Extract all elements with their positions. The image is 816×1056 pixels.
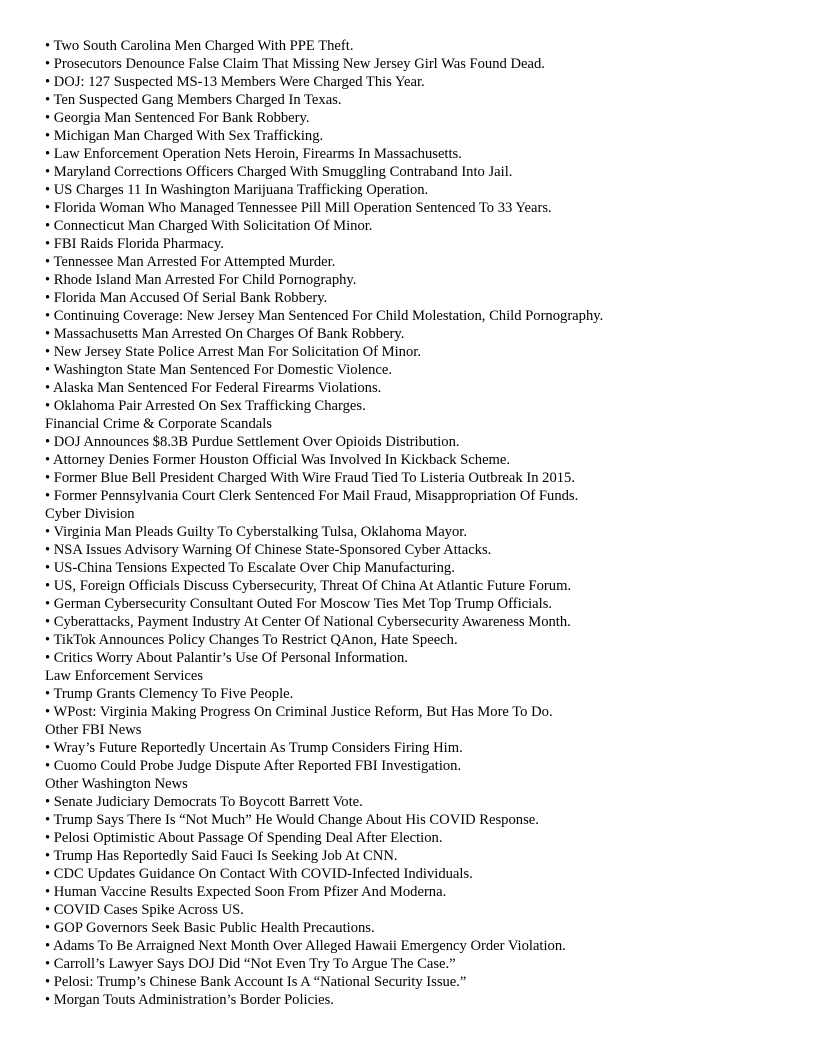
- news-section: [45, 37, 805, 415]
- section-heading: Financial Crime & Corporate Scandals: [45, 416, 272, 432]
- news-item[interactable]: • Wray’s Future Reportedly Uncertain As Trump Considers Firing Him.: [45, 740, 463, 756]
- news-item[interactable]: • Ten Suspected Gang Members Charged In Texas.: [45, 92, 342, 108]
- news-item[interactable]: • NSA Issues Advisory Warning Of Chinese State-Sponsored Cyber Attacks.: [45, 542, 492, 558]
- news-item[interactable]: • Pelosi Optimistic About Passage Of Spending Deal After Election.: [45, 830, 443, 846]
- news-item[interactable]: • Pelosi: Trump’s Chinese Bank Account Is A “National Security Issue.”: [45, 974, 467, 990]
- news-item[interactable]: • Florida Woman Who Managed Tennessee Pill Mill Operation Sentenced To 33 Years.: [45, 200, 552, 216]
- news-item[interactable]: • TikTok Announces Policy Changes To Restrict QAnon, Hate Speech.: [45, 632, 458, 648]
- news-item[interactable]: • Two South Carolina Men Charged With PPE Theft.: [45, 38, 354, 54]
- news-item[interactable]: • Oklahoma Pair Arrested On Sex Trafficking Charges.: [45, 398, 366, 414]
- news-section-law-enforcement: [45, 667, 805, 721]
- news-item[interactable]: • New Jersey State Police Arrest Man For Solicitation Of Minor.: [45, 344, 421, 360]
- news-item[interactable]: • Critics Worry About Palantir’s Use Of Personal Information.: [45, 650, 408, 666]
- section-heading: Cyber Division: [45, 506, 135, 522]
- news-section-cyber-division: [45, 505, 805, 667]
- news-item[interactable]: • Washington State Man Sentenced For Domestic Violence.: [45, 362, 393, 378]
- news-item[interactable]: • Continuing Coverage: New Jersey Man Sentenced For Child Molestation, Child Pornography.: [45, 308, 604, 324]
- news-item[interactable]: • Rhode Island Man Arrested For Child Pornography.: [45, 272, 357, 288]
- news-item[interactable]: • US-China Tensions Expected To Escalate Over Chip Manufacturing.: [45, 560, 455, 576]
- news-item[interactable]: • COVID Cases Spike Across US.: [45, 902, 244, 918]
- news-item[interactable]: • Attorney Denies Former Houston Official Was Involved In Kickback Scheme.: [45, 452, 511, 468]
- news-item[interactable]: • GOP Governors Seek Basic Public Health Precautions.: [45, 920, 375, 936]
- news-item[interactable]: • Carroll’s Lawyer Says DOJ Did “Not Even Try To Argue The Case.”: [45, 956, 456, 972]
- news-item[interactable]: • German Cybersecurity Consultant Outed For Moscow Ties Met Top Trump Officials.: [45, 596, 553, 612]
- news-item[interactable]: • Human Vaccine Results Expected Soon From Pfizer And Moderna.: [45, 884, 447, 900]
- news-item[interactable]: • Adams To Be Arraigned Next Month Over Alleged Hawaii Emergency Order Violation.: [45, 938, 566, 954]
- section-heading: Other FBI News: [45, 722, 142, 738]
- news-item[interactable]: • DOJ: 127 Suspected MS-13 Members Were Charged This Year.: [45, 74, 425, 90]
- news-item[interactable]: • US Charges 11 In Washington Marijuana Trafficking Operation.: [45, 182, 429, 198]
- news-item[interactable]: • WPost: Virginia Making Progress On Criminal Justice Reform, But Has More To Do.: [45, 704, 553, 720]
- news-item[interactable]: • Georgia Man Sentenced For Bank Robbery.: [45, 110, 310, 126]
- news-item[interactable]: • Connecticut Man Charged With Solicitation Of Minor.: [45, 218, 373, 234]
- section-heading: Other Washington News: [45, 776, 188, 792]
- news-section-other-fbi: [45, 721, 805, 775]
- news-item[interactable]: • Trump Grants Clemency To Five People.: [45, 686, 294, 702]
- news-item[interactable]: • Former Pennsylvania Court Clerk Sentenced For Mail Fraud, Misappropriation Of Funds.: [45, 488, 579, 504]
- news-item[interactable]: • Trump Says There Is “Not Much” He Would Change About His COVID Response.: [45, 812, 539, 828]
- news-item[interactable]: • Tennessee Man Arrested For Attempted Murder.: [45, 254, 336, 270]
- news-item[interactable]: • Morgan Touts Administration’s Border Policies.: [45, 992, 334, 1008]
- news-item[interactable]: • Florida Man Accused Of Serial Bank Robbery.: [45, 290, 328, 306]
- news-section-other-washington: [45, 775, 805, 1009]
- news-item[interactable]: • US, Foreign Officials Discuss Cybersecurity, Threat Of China At Atlantic Future Forum.: [45, 578, 572, 594]
- news-item[interactable]: • Prosecutors Denounce False Claim That Missing New Jersey Girl Was Found Dead.: [45, 56, 545, 72]
- news-item[interactable]: • Maryland Corrections Officers Charged With Smuggling Contraband Into Jail.: [45, 164, 513, 180]
- section-heading: Law Enforcement Services: [45, 668, 204, 684]
- news-item[interactable]: • Cyberattacks, Payment Industry At Center Of National Cybersecurity Awareness Month.: [45, 614, 571, 630]
- news-item[interactable]: • Former Blue Bell President Charged With Wire Fraud Tied To Listeria Outbreak In 2015.: [45, 470, 575, 486]
- news-item[interactable]: • DOJ Announces $8.3B Purdue Settlement Over Opioids Distribution.: [45, 434, 460, 450]
- news-item[interactable]: • Alaska Man Sentenced For Federal Firearms Violations.: [45, 380, 382, 396]
- news-item[interactable]: • FBI Raids Florida Pharmacy.: [45, 236, 224, 252]
- news-item[interactable]: • Virginia Man Pleads Guilty To Cyberstalking Tulsa, Oklahoma Mayor.: [45, 524, 467, 540]
- news-item[interactable]: • Massachusetts Man Arrested On Charges Of Bank Robbery.: [45, 326, 405, 342]
- news-item[interactable]: • Senate Judiciary Democrats To Boycott Barrett Vote.: [45, 794, 363, 810]
- news-item[interactable]: • Trump Has Reportedly Said Fauci Is Seeking Job At CNN.: [45, 848, 398, 864]
- news-section-financial-crime: [45, 415, 805, 505]
- news-item[interactable]: • Michigan Man Charged With Sex Trafficking.: [45, 128, 324, 144]
- news-item[interactable]: • Law Enforcement Operation Nets Heroin, Firearms In Massachusetts.: [45, 146, 462, 162]
- news-item[interactable]: • Cuomo Could Probe Judge Dispute After Reported FBI Investigation.: [45, 758, 462, 774]
- news-item[interactable]: • CDC Updates Guidance On Contact With COVID-Infected Individuals.: [45, 866, 473, 882]
- news-digest-page: [45, 37, 805, 1009]
